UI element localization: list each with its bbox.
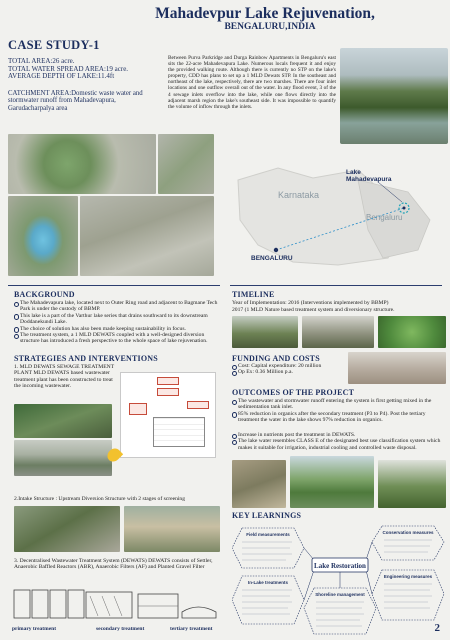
aerial-image-surroundings bbox=[158, 134, 214, 194]
list-item: The wastewater and stormwater runoff entering the system is first getting mixed in the sedimentation tank inlet. bbox=[232, 398, 446, 411]
lake-label-1: Lake bbox=[346, 169, 361, 176]
aerial-image-closeup bbox=[8, 196, 78, 276]
timeline-photo-2 bbox=[302, 316, 374, 348]
list-item: The Mahadevapura lake, located next to Outer Ring road and adjacent to Bagmane Tech Park is under the custody of BBMP. bbox=[14, 300, 222, 313]
lake-stats bbox=[8, 58, 158, 81]
outcomes-list-a bbox=[232, 398, 446, 424]
location-map bbox=[218, 150, 448, 270]
funding-heading: FUNDING AND COSTS bbox=[232, 354, 320, 363]
stat-total-area: TOTAL AREA:26 acre. bbox=[8, 57, 75, 65]
section-divider bbox=[8, 285, 220, 286]
intake-photo-2 bbox=[124, 506, 220, 552]
funding-list bbox=[232, 363, 344, 376]
list-item: Increase in nutrients post the treatment in DEWATS. bbox=[232, 432, 446, 438]
outcomes-heading: OUTCOMES OF THE PROJECT bbox=[232, 388, 355, 397]
timeline-photo-3 bbox=[378, 316, 446, 348]
dewats-diagram bbox=[10, 582, 224, 636]
lake-photo bbox=[340, 48, 448, 144]
list-item: Op Ex: 0.36 Million p.a. bbox=[232, 369, 344, 375]
strategy-item-3: 3. Decentralised Wastewater Treatment System (DEWATS) DEWATS consists of Settler, Anaerobic Baffled Reactors (ABR), Anaerobic Filters (AF) and Planted Gravel Filter bbox=[14, 558, 213, 571]
mindmap-center: Lake Restoration bbox=[314, 562, 366, 570]
stat-depth: AVERAGE DEPTH OF LAKE:11.4ft bbox=[8, 72, 115, 81]
mindmap-node: Conservation measures bbox=[382, 530, 434, 535]
state-label: Karnataka bbox=[278, 190, 320, 200]
timeline-heading: TIMELINE bbox=[232, 290, 275, 299]
outcomes-list-b bbox=[232, 432, 446, 451]
aerial-image-urban bbox=[80, 196, 214, 276]
list-item: 85% reduction in organics after the secondary treatment (P3 to P4). Post the tertiary treatment the water in the lake shows 97% reduction in organics. bbox=[232, 411, 446, 424]
outcome-photo-1 bbox=[232, 460, 286, 508]
outcome-photo-3 bbox=[378, 460, 446, 508]
background-list bbox=[14, 300, 222, 345]
stp-photo-2 bbox=[14, 440, 112, 476]
case-study-heading: CASE STUDY-1 bbox=[8, 38, 100, 52]
mindmap-node: Engineering measures bbox=[383, 574, 433, 579]
stp-flow-diagram bbox=[120, 372, 216, 458]
timeline-line2: 2017 (1 MLD Nature based treatment system and diversionary structure. bbox=[232, 307, 395, 313]
label-tertiary: tertiary treatment bbox=[170, 626, 213, 632]
page-subtitle: BENGALURU,INDIA bbox=[224, 22, 316, 32]
strategies-heading: STRATEGIES AND INTERVENTIONS bbox=[14, 354, 158, 363]
stat-water-spread: TOTAL WATER SPREAD AREA:19 acre. bbox=[8, 64, 129, 73]
list-item: This lake is a part of the Varthur lake series that drains southward to its downstream Doddanekundi Lake. bbox=[14, 313, 222, 326]
lake-birds-photo bbox=[348, 352, 446, 384]
intake-photo-1 bbox=[14, 506, 120, 552]
timeline-year: Year of Implementation: 2016 (Interventions implemented by BBMP) bbox=[232, 300, 389, 306]
aerial-image-lake bbox=[8, 134, 156, 194]
strategy-item-1: 1. MLD DEWATS SEWAGE TREATMENT PLANT MLD DEWATS based wastewater treatment plant has been constructed to treat the incoming wastewater. bbox=[14, 364, 115, 390]
bengaluru-point-label: BENGALURU bbox=[251, 255, 293, 262]
list-item: Cost: Capital expenditure: 20 million bbox=[232, 363, 344, 369]
list-item: The treatment system, a 1 MLD DEWATS coupled with a well-designed diversion structure has introduced a fresh perspective to the whole space of lake rejuvenation. bbox=[14, 332, 222, 345]
label-secondary: secondary treatment bbox=[96, 626, 145, 632]
mindmap-node: Field measurements bbox=[246, 532, 290, 537]
list-item: The choice of solution has also been made keeping sustainability in focus. bbox=[14, 326, 222, 332]
intro-paragraph: Between Purva Parkridge and Durga Rainbow Apartments in Bengaluru's east sits the 22-acre Mahadevapura Lake. Numerous locals frequent it and enjoy the provided walking route. Although there is currently no STP on the lake's property, CDD has plans to set up a 1 MLD Dewats STP. In the southeast and northeast of the lake, respectively, there are two marshes. There are four inlet locations and one outflow overall out of the water. In any flood event, 3 of the 4 sewage inlets overflow into the lake, while one flows directly into the adjacent marsh region the lake's southeast side. It was impossible to quantify the volume of inflow through the inlets. bbox=[168, 55, 336, 110]
key-learnings-mindmap bbox=[232, 522, 446, 636]
timeline-photo-1 bbox=[232, 316, 298, 348]
mindmap-node: In-Lake treatments bbox=[247, 580, 289, 585]
page-number: 2 bbox=[434, 622, 440, 634]
stp-photo-1 bbox=[14, 404, 112, 438]
list-item: The lake water resembles CLASS E of the designated best use classification system which makes it suitable for irrigation, industrial cooling and controlled waste disposal. bbox=[232, 438, 446, 451]
page-title: Mahadevpur Lake Rejuvenation, bbox=[155, 5, 375, 22]
strategy-item-2: 2.Intake Structure : Upstream Diversion Structure with 2 stages of screening bbox=[14, 496, 186, 502]
bengaluru-point-icon bbox=[274, 248, 278, 252]
lake-label-2: Mahadevapura bbox=[346, 176, 392, 183]
label-primary: primary treatment bbox=[12, 626, 57, 632]
section-divider bbox=[230, 285, 442, 286]
mindmap-node: Shoreline management bbox=[315, 592, 365, 597]
city-label: Bengaluru bbox=[366, 213, 403, 222]
catchment-text: CATCHMENT AREA:Domestic waste water and stormwater runoff from Mahadevapura, Garudacharpalya area bbox=[8, 90, 143, 112]
outcome-photo-2 bbox=[290, 456, 374, 508]
key-learnings-heading: KEY LEARNINGS bbox=[232, 511, 302, 520]
background-heading: BACKGROUND bbox=[14, 290, 75, 299]
